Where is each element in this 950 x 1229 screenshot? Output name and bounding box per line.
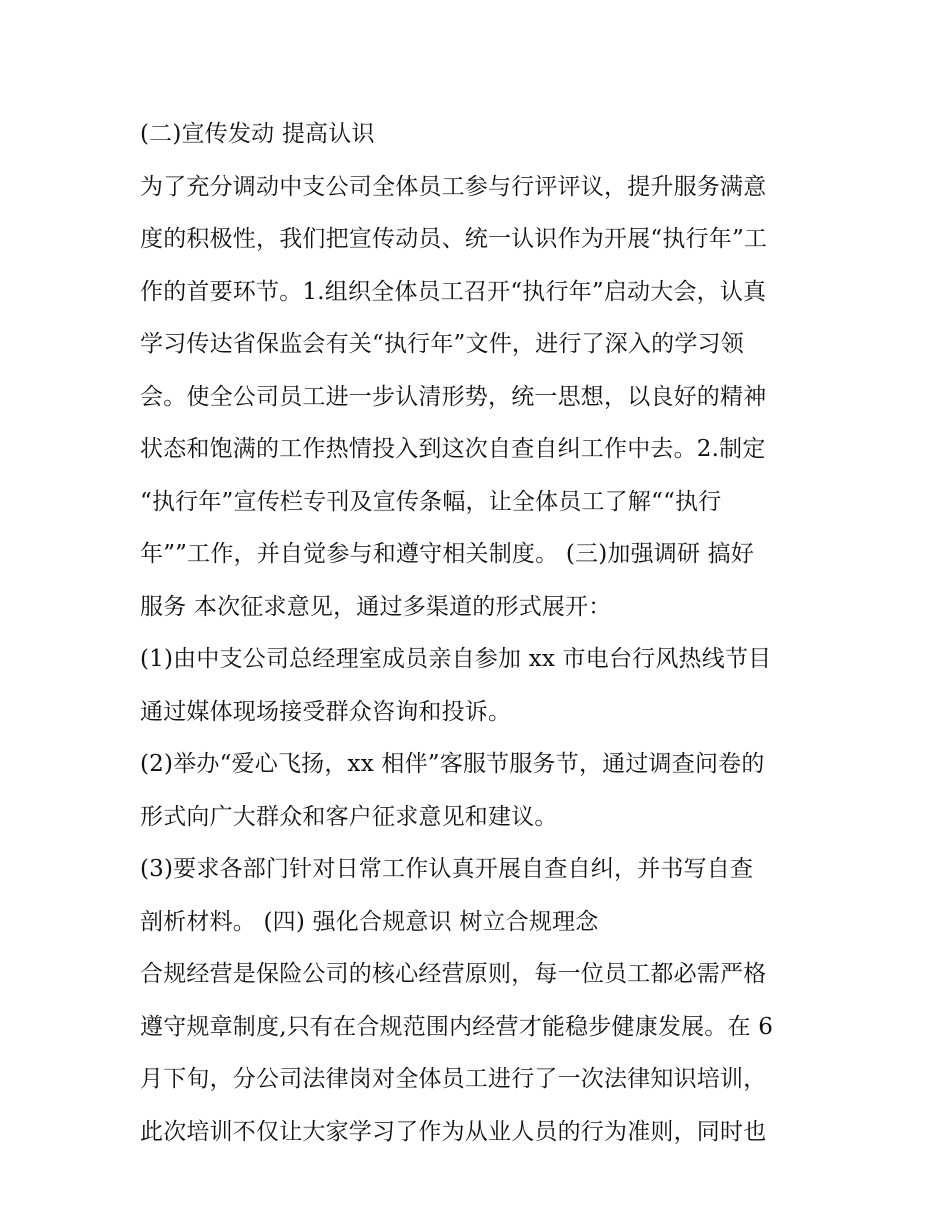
text-line: 服务 本次征求意见，通过多渠道的形式展开： — [140, 593, 612, 620]
text-line: (2)举办“爱心飞扬，xx 相伴”客服节服务节，通过调查问卷的 — [140, 751, 765, 777]
text-line: 形式向广大群众和客户征求意见和建议。 — [140, 803, 558, 830]
text-line: (3)要求各部门针对日常工作认真开展自查自纠，并书写自查 — [140, 856, 754, 882]
text-line: (1)由中支公司总经理室成员亲自参加 xx 市电台行风热线节目 — [140, 646, 772, 672]
text-line: 会。使全公司员工进一步认清形势，统一思想，以良好的精神 — [140, 383, 767, 410]
text-line: 度的积极性，我们把宣传动员、统一认识作为开展“执行年”工 — [140, 226, 768, 252]
text-line: 此次培训不仅让大家学习了作为从业人员的行为准则，同时也 — [140, 1118, 767, 1145]
text-line: “执行年”宣传栏专刊及宣传条幅，让全体员工了解““执行 — [140, 488, 722, 515]
text-line: 年””工作，并自觉参与和遵守相关制度。 (三)加强调研 搞好 — [140, 541, 755, 567]
text-line: 月下旬，分公司法律岗对全体员工进行了一次法律知识培训， — [140, 1066, 767, 1092]
text-line: 为了充分调动中支公司全体员工参与行评评议，提升服务满意 — [140, 173, 767, 200]
text-line: 剖析材料。 (四) 强化合规意识 树立合规理念 — [140, 908, 599, 935]
text-line: 学习传达省保监会有关“执行年”文件，进行了深入的学习领 — [140, 331, 744, 357]
text-line: 遵守规章制度,只有在合规范围内经营才能稳步健康发展。在 6 — [140, 1013, 774, 1040]
text-line: (二)宣传发动 提高认识 — [140, 121, 375, 147]
text-line: 作的首要环节。1.组织全体员工召开“执行年”启动大会，认真 — [140, 278, 767, 305]
text-line: 合规经营是保险公司的核心经营原则，每一位员工都必需严格 — [140, 961, 767, 987]
document-body — [140, 108, 830, 1158]
text-line: 状态和饱满的工作热情投入到这次自查自纠工作中去。2.制定 — [140, 436, 766, 462]
text-line: 通过媒体现场接受群众咨询和投诉。 — [140, 698, 512, 725]
